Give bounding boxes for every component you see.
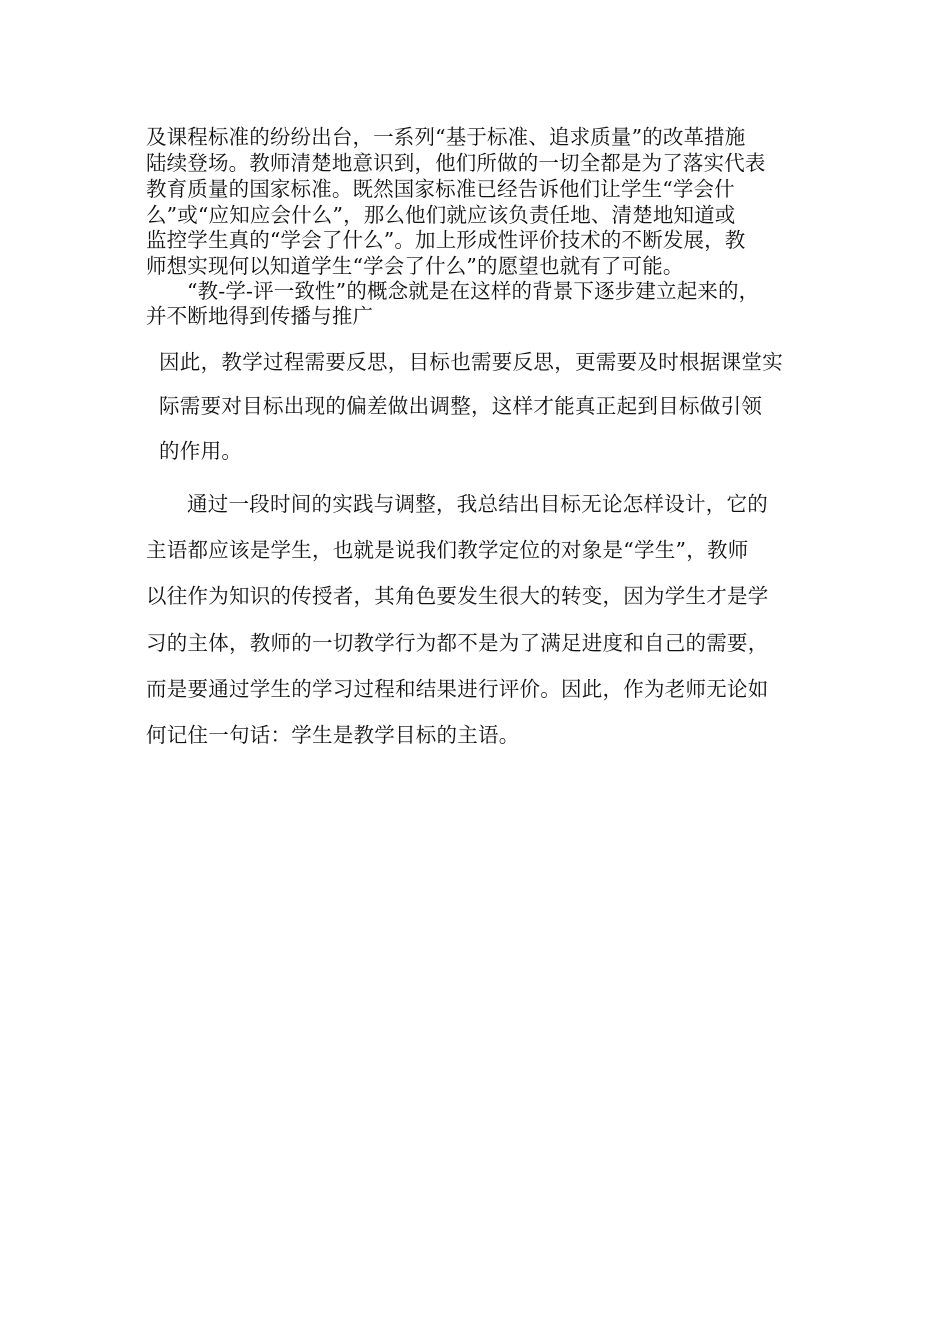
paragraph-3-line-1: 因此，教学过程需要反思，目标也需要反思，更需要及时根据课堂实 — [159, 350, 783, 374]
paragraph-2-line-1: “教-学-评一致性”的概念就是在这样的背景下逐步建立起来的， — [187, 279, 760, 303]
paragraph-4-line-1: 通过一段时间的实践与调整，我总结出目标无论怎样设计，它的 — [187, 492, 768, 516]
paragraph-4-line-3: 以往作为知识的传授者，其角色要发生很大的转变，因为学生才是学 — [146, 584, 769, 608]
paragraph-4-line-6: 何记住一句话：学生是教学目标的主语。 — [146, 723, 520, 747]
paragraph-1-line-3: 教育质量的国家标准。既然国家标准已经告诉他们让学生“学会什 — [146, 177, 735, 201]
paragraph-4-line-5: 而是要通过学生的学习过程和结果进行评价。因此，作为老师无论如 — [146, 677, 769, 701]
paragraph-1-line-5: 监控学生真的“学会了什么”。加上形成性评价技术的不断发展，教 — [146, 228, 746, 252]
paragraph-2-line-2: 并不断地得到传播与推广 — [146, 304, 374, 328]
paragraph-3-line-2: 际需要对目标出现的偏差做出调整，这样才能真正起到目标做引领 — [159, 394, 763, 418]
paragraph-1-line-2: 陆续登场。教师清楚地意识到，他们所做的一切全都是为了落实代表 — [146, 151, 766, 175]
paragraph-3-line-3: 的作用。 — [159, 439, 243, 463]
paragraph-1-line-1: 及课程标准的纷纷出台，一系列“基于标准、追求质量”的改革措施 — [146, 125, 746, 149]
paragraph-1-line-6: 师想实现何以知道学生“学会了什么”的愿望也就有了可能。 — [146, 254, 684, 278]
paragraph-4-line-2: 主语都应该是学生，也就是说我们教学定位的对象是“学生”，教师 — [146, 538, 749, 562]
paragraph-4-line-4: 习的主体，教师的一切教学行为都不是为了满足进度和自己的需要， — [146, 631, 769, 655]
paragraph-1-line-4: 么”或“应知应会什么”，那么他们就应该负责任地、清楚地知道或 — [146, 203, 736, 227]
